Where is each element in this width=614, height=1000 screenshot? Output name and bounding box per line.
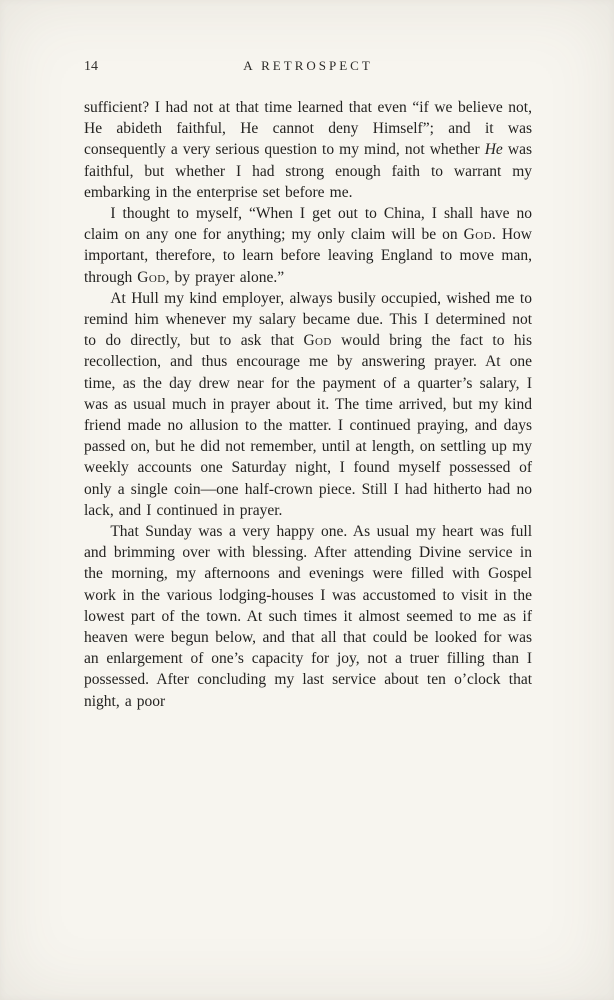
running-title: A RETROSPECT xyxy=(243,58,373,73)
smallcaps-word: God xyxy=(137,268,166,286)
paragraph: sufficient? I had not at that time learned that even “if we believe not, He abideth faithful, He cannot deny Himself”; and it was consequently a very serious question to my mind, not whether He was faithful, but whether I had strong enough faith to warrant my embarking in the enterprise set before me. xyxy=(84,99,532,201)
italic-word: He xyxy=(484,141,503,159)
paragraph: I thought to myself, “When I get out to China, I shall have no claim on any one for anything; my only claim will be on God. How important, therefore, to learn before leaving England to move man, through God, by prayer alone.” xyxy=(84,205,532,286)
smallcaps-word: God xyxy=(303,332,332,350)
paragraph: That Sunday was a very happy one. As usual my heart was full and brimming over with blessing. After attending Divine service in the morning, my afternoons and evenings were filled with Gospel work in the various lodging-houses I was accustomed to visit in the lowest part of the town. At such times it almost seemed to me as if heaven were begun below, and that all that could be looked for was an enlargement of one’s capacity for joy, not a truer filling than I possessed. After concluding my last service about ten o’clock that night, a poor xyxy=(84,523,532,710)
page-body xyxy=(84,97,532,712)
smallcaps-word: God xyxy=(463,226,492,244)
page-header xyxy=(84,58,532,80)
paragraph: At Hull my kind employer, always busily occupied, wished me to remind him whenever my salary became due. This I determined not to do directly, but to ask that God would bring the fact to his recollection, and thus encourage me by answering prayer. At one time, as the day drew near for the payment of a quarter’s salary, I was as usual much in prayer about it. The time arrived, but my kind friend made no allusion to the matter. I continued praying, and days passed on, but he did not remember, until at length, on settling up my weekly accounts one Saturday night, I found myself possessed of only a single coin—one half-crown piece. Still I had hitherto had no lack, and I continued in prayer. xyxy=(84,289,532,519)
page-number: 14 xyxy=(84,59,98,74)
